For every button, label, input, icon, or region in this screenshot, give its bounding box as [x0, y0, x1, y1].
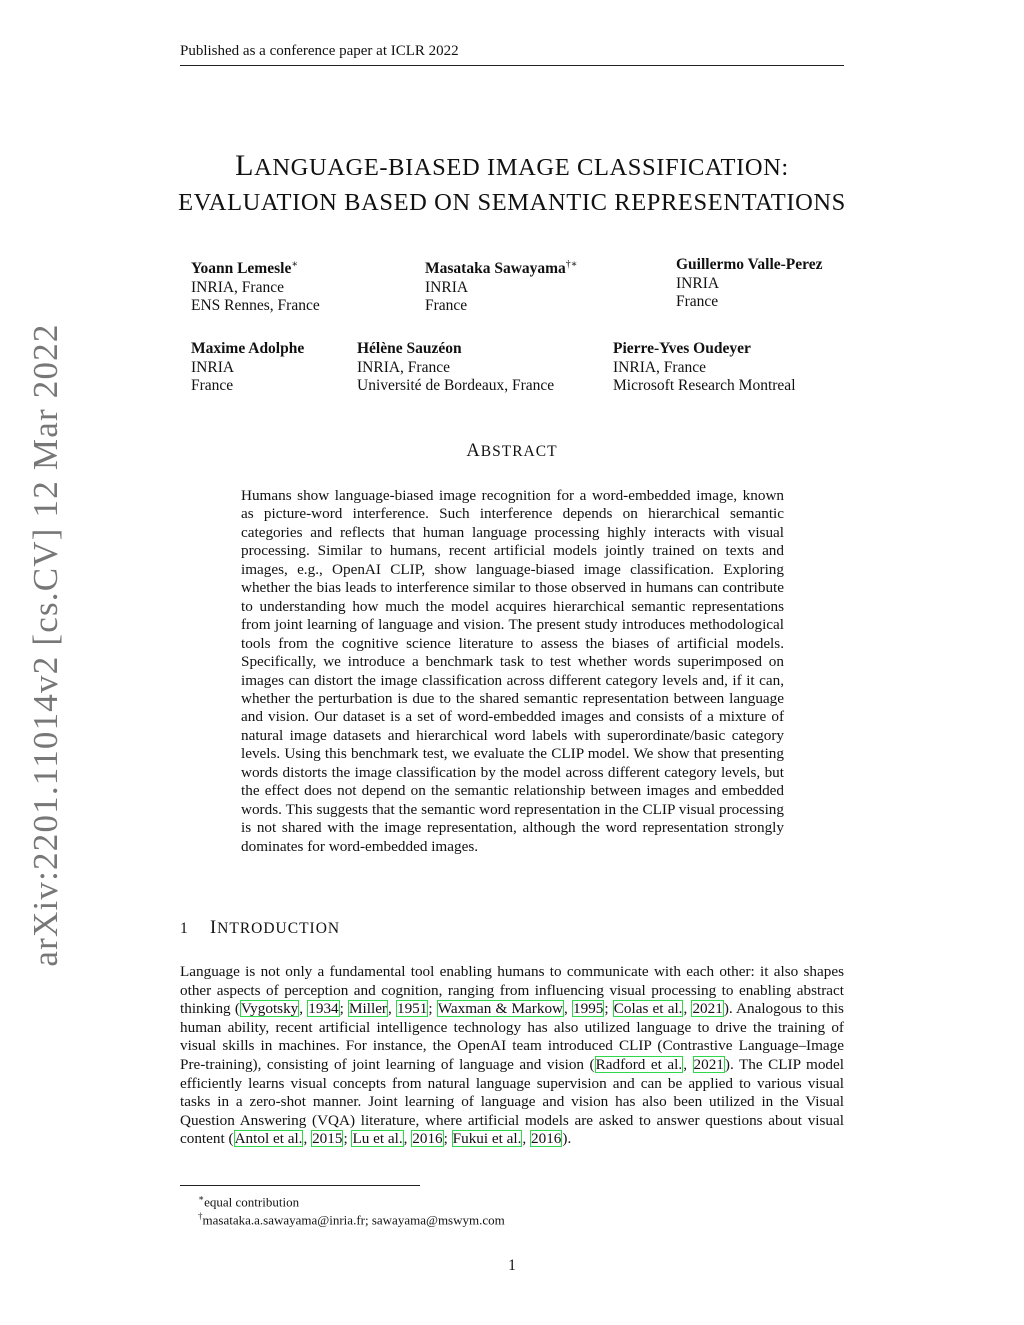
author-name: Maxime Adolphe	[191, 340, 305, 357]
intro-text: ,	[683, 1055, 693, 1073]
author-affiliation: ENS Rennes, France	[191, 297, 320, 315]
section-title-initial: I	[210, 918, 218, 938]
author-affiliation: Microsoft Research Montreal	[613, 377, 796, 394]
intro-text: ;	[604, 1000, 613, 1018]
footnote-mark: ∗	[198, 1193, 205, 1203]
paper-title	[140, 148, 884, 220]
author-name: Guillermo Valle-Perez	[676, 256, 823, 273]
title-line-2: EVALUATION BASED ON SEMANTIC REPRESENTATIONS	[178, 189, 846, 216]
author-affiliation: INRIA	[191, 358, 235, 376]
citation-year-link[interactable]: 2015	[312, 1130, 343, 1148]
author-affiliation: France	[425, 297, 468, 315]
author-affiliation: INRIA, France	[191, 278, 284, 296]
author-name: Masataka Sawayama	[425, 260, 566, 278]
intro-text: ;	[339, 1000, 349, 1018]
citation-link[interactable]: Miller	[349, 1000, 387, 1018]
section-heading	[180, 918, 340, 939]
intro-text: ,	[388, 1000, 396, 1018]
intro-text: ). The CLIP model efficiently learns visual concepts from natural language supervision and can be applied to various visual tasks in a zero-shot manner. Joint learning of language and vision has also been utilized in the Visual Question Answering (VQA) literature, where artificial models are asked to answer questions about visual content (	[180, 1055, 844, 1148]
abstract-text: Humans show language-biased image recognition for a word-embedded image, known as picture-word interference. Such interference depends on hierarchical semantic categories and reflects that human language processing highly interacts with visual processing. Similar to humans, recent artificial models jointly trained on texts and images, e.g., OpenAI CLIP, show language-biased image classification. Exploring whether the bias leads to interference similar to those observed in humans can contribute to understanding how much the model acquires hierarchical semantic representations from joint learning of language and vision. The present study introduces methodological tools from the cognitive science literature to assess the biases of artificial models. Specifically, we introduce a benchmark task to test whether words superimposed on images can distort the image classification across different category levels and, if it can, whether the perturbation is due to the shared semantic representation between language and vision. Our dataset is a set of word-embedded images and consists of a mixture of natural image datasets and hierarchical word labels with superordinate/basic category levels. Using this benchmark test, we evaluate the CLIP model. We show that presenting words distorts the image classification by the model across different category levels, but the effect does not depend on the semantic relationship between images and embedded words. This suggests that the semantic word representation in the CLIP visual processing is not shared with the image representation, although the word representation strongly dominates for word-embedded images.	[241, 487, 784, 855]
footnote-text: masataka.a.sawayama@inria.fr; sawayama@mswym.com	[202, 1212, 505, 1228]
citation-link[interactable]: Waxman & Markow	[437, 1000, 564, 1018]
intro-text: ;	[343, 1130, 352, 1148]
citation-year-link[interactable]: 2016	[531, 1130, 562, 1148]
section-number: 1	[180, 920, 189, 937]
intro-text: Language is not only a fundamental tool enabling humans to communicate with each other: it also shapes other aspects of perception and cognition, ranging from influencing visual processing to enabling abstract thinking (	[180, 963, 844, 1018]
title-initial: L	[235, 149, 255, 182]
intro-text: ,	[403, 1130, 412, 1148]
intro-text: ,	[299, 1000, 308, 1018]
citation-year-link[interactable]: 2021	[692, 1000, 723, 1018]
author-affiliation: INRIA, France	[357, 358, 450, 376]
intro-text: ,	[522, 1130, 531, 1148]
citation-link[interactable]: Antol et al.	[234, 1130, 303, 1148]
citation-year-link[interactable]: 1951	[396, 1000, 428, 1018]
author-affiliation: France	[191, 377, 234, 394]
author-affiliation: INRIA	[676, 274, 720, 292]
author-affiliation: Université de Bordeaux, France	[357, 377, 555, 394]
section-title-rest: NTRODUCTION	[217, 920, 341, 937]
citation-link[interactable]: Lu et al.	[352, 1130, 403, 1148]
author-block	[425, 256, 578, 316]
intro-text: ). Analogous to this human ability, recent artificial intelligence technology has also utilized language to drive the training of visual skills in machines. For instance, the OpenAI team introduced CLIP (Contrastive Language–Image Pre-training), consisting of joint learning of language and vision (	[180, 1000, 844, 1073]
author-name: Yoann Lemesle	[191, 260, 292, 278]
intro-text: ;	[443, 1130, 452, 1148]
footnote	[198, 1208, 505, 1228]
intro-text: ,	[564, 1000, 572, 1018]
citation-year-link[interactable]: 2021	[693, 1055, 724, 1073]
citation-link[interactable]: Colas et al.	[613, 1000, 683, 1018]
citation-year-link[interactable]: 2016	[412, 1130, 443, 1148]
footnote-text: equal contribution	[204, 1194, 300, 1210]
author-block	[357, 340, 554, 396]
abstract-heading	[180, 441, 844, 462]
intro-text: ).	[562, 1130, 572, 1148]
footnote-rule	[180, 1185, 420, 1186]
abstract-heading-initial: A	[466, 441, 481, 461]
author-name: Hélène Sauzéon	[357, 340, 462, 357]
footnote-mark: †	[198, 1211, 203, 1221]
author-block	[613, 340, 796, 396]
intro-text: ,	[303, 1130, 312, 1148]
abstract-heading-rest: BSTRACT	[480, 443, 558, 460]
page-number: 1	[508, 1257, 516, 1274]
author-block	[191, 340, 304, 396]
header-rule	[180, 65, 844, 66]
citation-year-link[interactable]: 1995	[573, 1000, 604, 1018]
introduction-paragraph	[180, 963, 844, 1149]
citation-link[interactable]: Vygotsky	[240, 1000, 299, 1018]
running-head: Published as a conference paper at ICLR 2022	[180, 43, 459, 59]
intro-text: ,	[683, 1000, 692, 1018]
author-footnote-mark: ∗	[291, 259, 299, 270]
author-block	[676, 256, 823, 312]
title-line-1	[140, 148, 884, 185]
author-affiliation: INRIA	[425, 278, 469, 296]
author-affiliation: France	[676, 293, 719, 310]
author-footnote-mark: †∗	[565, 259, 578, 270]
title-line-1-rest: ANGUAGE-BIASED IMAGE CLASSIFICATION:	[254, 154, 789, 181]
citation-year-link[interactable]: 1934	[308, 1000, 339, 1018]
author-name: Pierre-Yves Oudeyer	[613, 340, 751, 357]
author-block	[191, 256, 320, 316]
citation-link[interactable]: Radford et al.	[595, 1055, 683, 1073]
intro-text: ;	[428, 1000, 437, 1018]
author-affiliation: INRIA, France	[613, 358, 706, 376]
citation-link[interactable]: Fukui et al.	[452, 1130, 522, 1148]
arxiv-id-text: arXiv:2201.11014v2 [cs.CV] 12 Mar 2022	[26, 323, 65, 967]
